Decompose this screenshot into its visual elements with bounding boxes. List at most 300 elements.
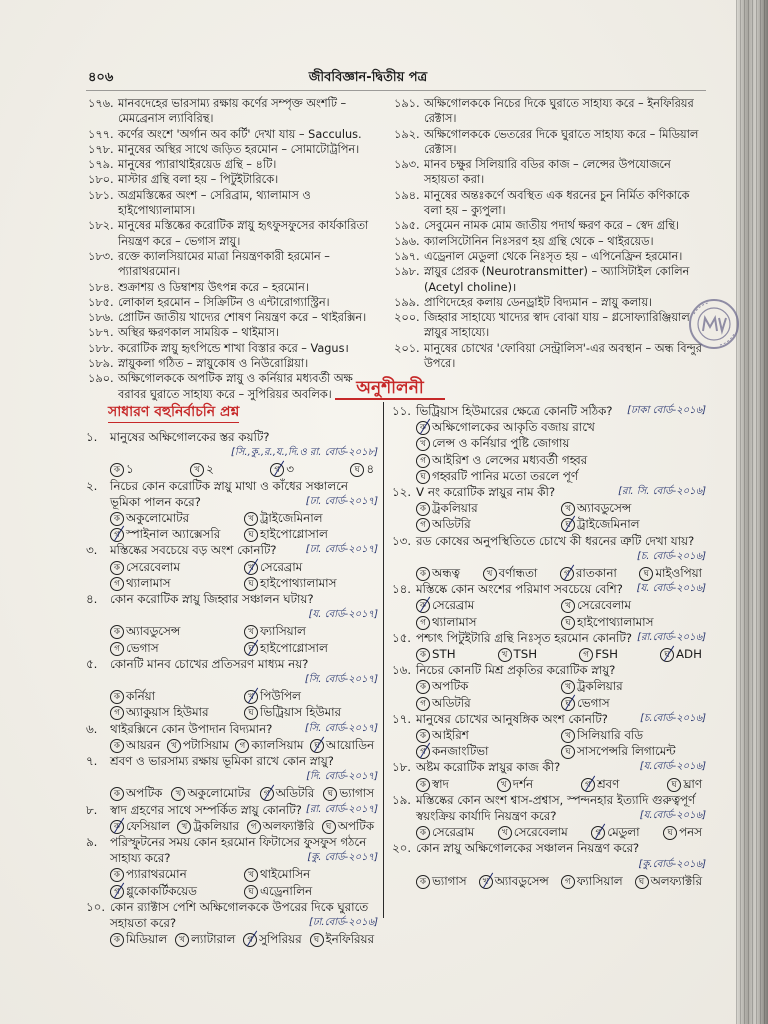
option-label: ক xyxy=(416,778,430,792)
option-list xyxy=(86,461,378,477)
fact-item xyxy=(88,188,380,219)
option-label: ঘ xyxy=(561,518,575,532)
question-body xyxy=(416,484,706,500)
answer-option xyxy=(560,565,617,581)
option-label: ক xyxy=(110,787,124,801)
option-text: কনজাংটিভা xyxy=(432,744,489,759)
option-list xyxy=(86,931,378,947)
option-text: ভেগাস xyxy=(126,640,159,655)
option-text: ল্যাটারাল xyxy=(191,932,236,947)
answer-option xyxy=(171,785,250,801)
option-label: ঘ xyxy=(244,885,258,899)
answer-option xyxy=(561,516,706,532)
question-body xyxy=(110,721,378,737)
option-label: ঘ xyxy=(310,739,324,753)
page-header xyxy=(88,68,700,88)
mcq-question xyxy=(86,834,378,899)
question-text: পশ্চাৎ পিটুইটারি গ্রন্থি নিঃসৃত হরমোন কোনটি? xyxy=(416,630,633,645)
mcq-question xyxy=(392,792,706,841)
question-body xyxy=(110,478,378,510)
answer-option xyxy=(561,743,706,759)
question-number: ১২. xyxy=(392,485,412,500)
fact-number: ২০০. xyxy=(394,311,420,325)
question-body xyxy=(416,711,706,727)
option-text: পিউপিল xyxy=(260,689,301,704)
option-text: ভ্যাগাস xyxy=(432,873,467,888)
answer-option xyxy=(416,516,561,532)
option-label: ক xyxy=(416,599,430,613)
fact-text: মাস্টার গ্রন্থি বলা হয় – পিটুইটারিকে। xyxy=(118,173,279,187)
option-label: খ xyxy=(483,567,497,581)
answer-option xyxy=(561,614,706,630)
option-label: ঘ xyxy=(244,706,258,720)
option-label: গ xyxy=(416,697,430,711)
option-list xyxy=(392,727,706,759)
answer-option xyxy=(591,824,639,840)
option-label: ঘ xyxy=(667,778,681,792)
fact-item xyxy=(394,264,706,295)
board-reference: [দি. বোর্ড-২০১৭] xyxy=(306,771,378,783)
question-body xyxy=(110,753,378,785)
answer-option xyxy=(416,678,561,694)
answer-option xyxy=(110,461,134,477)
option-text: হাইপোগ্লোসাল xyxy=(260,527,328,542)
fact-number: ২০১. xyxy=(394,341,420,355)
fact-text: মানুষের চোখের 'ফোবিয়া সেন্ট্রালিস'-এর অবস্থান – অন্ধ বিন্দুর উপরে। xyxy=(424,341,702,371)
answer-option xyxy=(416,727,561,743)
fact-number: ১৮২. xyxy=(88,219,114,233)
question-body xyxy=(416,630,706,646)
option-label: ক xyxy=(110,820,124,834)
option-list xyxy=(86,866,378,898)
fact-item xyxy=(88,280,380,295)
fact-text: লোকাল হরমোন – সিক্রিটিন ও এন্টারোগ্যাস্ট্রিন। xyxy=(118,295,330,309)
question-text: শ্রবণ ও ভারসাম্য রক্ষায় ভূমিকা রাখে কোন স্নায়ু? xyxy=(110,754,334,769)
option-text: গহ্বরটি পানির মতো তরলে পূর্ণ xyxy=(432,468,578,483)
option-list xyxy=(86,510,378,542)
option-text: স্বাদ xyxy=(432,776,449,791)
fact-number: ১৯২. xyxy=(394,127,420,141)
fact-text: প্রাণিদেহের কলায় ডেনড্রাইট বিদ্যমান – স্নায়ু কলায়। xyxy=(424,295,653,309)
option-text: গ্লুকোকর্টিকয়েড xyxy=(126,883,197,898)
option-label: খ xyxy=(244,512,258,526)
option-text: আয়রন xyxy=(126,737,161,752)
fact-item xyxy=(88,356,380,371)
answer-option xyxy=(110,785,162,801)
question-stem xyxy=(392,759,706,775)
mcq-question xyxy=(86,802,378,834)
option-text: অলফ্যাক্টরি xyxy=(650,873,702,888)
question-body xyxy=(110,656,378,688)
option-label: গ xyxy=(235,739,249,753)
option-text: পটাসিয়াম xyxy=(182,737,229,752)
option-list xyxy=(86,818,378,834)
option-label: গ xyxy=(260,787,274,801)
answer-option xyxy=(244,704,378,720)
board-reference: [য.বোর্ড-২০১৬] xyxy=(639,810,706,822)
fact-text: স্নায়ুর প্রেরক (Neurotransmitter) – অ্যাসিটাইল কোলিন (Acetyl choline)। xyxy=(424,265,690,294)
fact-item xyxy=(394,96,706,127)
board-reference: [সি. বোর্ড-২০১৭] xyxy=(304,674,378,686)
answer-option xyxy=(350,461,374,477)
mcq-question xyxy=(392,711,706,760)
answer-option xyxy=(667,776,702,792)
question-text: কোনটি মানব চোখের প্রতিসরণ মাধ্যম নয়? xyxy=(110,656,309,671)
option-text: বর্ণান্ধতা xyxy=(498,566,538,581)
fact-item xyxy=(88,142,380,157)
option-text: অ্যাবডুসেন্স xyxy=(494,873,549,888)
answer-option xyxy=(561,873,623,889)
answer-option xyxy=(579,646,618,662)
option-label: খ xyxy=(498,826,512,840)
option-text: ভেগাস xyxy=(577,695,610,710)
option-text: সাসপেন্সরি লিগামেন্ট xyxy=(577,744,676,759)
option-label: ক xyxy=(110,561,124,575)
option-label: গ xyxy=(110,642,124,656)
answer-option xyxy=(639,565,702,581)
option-text: হাইপোগ্লোসাল xyxy=(260,640,328,655)
option-text: ভিট্রিয়াস হিউমার xyxy=(260,705,342,720)
option-label: ক xyxy=(110,739,124,753)
fact-text: মানুষের মস্তিষ্কের করোটিক স্নায়ু হৃৎফুসফুসের কার্যকারিতা নিয়ন্ত্রণ করে – ভেগাস স্নায়ু। xyxy=(118,219,369,248)
fact-item xyxy=(394,188,706,219)
option-label: গ xyxy=(561,875,575,889)
answer-option xyxy=(479,873,549,889)
option-text: ট্রাইজেমিনাল xyxy=(260,511,323,526)
board-reference: [য.বোর্ড-২০১৬] xyxy=(639,761,706,773)
mcq-column-right xyxy=(392,403,706,921)
answer-option xyxy=(247,818,314,834)
question-number: ৮. xyxy=(86,802,98,817)
option-label: খ xyxy=(244,868,258,882)
fact-text: কর্ণের অংশে 'অর্গান অব কর্টি' দেখা যায় – Sacculus. xyxy=(118,127,362,141)
answer-option xyxy=(110,883,244,899)
option-label: ক xyxy=(416,648,430,662)
running-title: জীববিজ্ঞান-দ্বিতীয় পত্র xyxy=(308,70,428,85)
fact-item xyxy=(394,295,706,310)
question-text: মানুষের চোখের আনুষঙ্গিক অংশ কোনটি? xyxy=(416,711,608,726)
option-text: মেডুলা xyxy=(607,825,640,840)
question-text: ভিট্রিয়াস হিউমারের ক্ষেত্রে কোনটি সঠিক? xyxy=(416,404,613,418)
option-text: ইনফিরিয়র xyxy=(325,932,374,947)
fact-item xyxy=(88,310,380,325)
option-text: সেরেব্রাম xyxy=(260,559,303,574)
option-list xyxy=(392,597,706,629)
board-reference: [ঢা. বোর্ড-২০১৭] xyxy=(305,495,378,507)
option-label: ক xyxy=(416,680,430,694)
option-text: মাইওপিয়া xyxy=(655,566,702,581)
answer-option xyxy=(561,678,706,694)
fact-number: ১৯০. xyxy=(88,372,114,386)
question-stem xyxy=(392,533,706,565)
section-subheading: সাধারণ বহুনির্বাচনি প্রশ্ন xyxy=(108,403,239,423)
fact-number: ১৮৪. xyxy=(88,280,114,294)
question-number: ১৯. xyxy=(392,792,412,807)
question-number: ২. xyxy=(86,478,98,493)
question-text: রড কোষের অনুপস্থিতিতে চোখে কী ধরনের ত্রুটি দেখা যায়? xyxy=(416,533,695,548)
option-text: সুপিরিয়র xyxy=(259,932,302,947)
fact-text: শুক্রাশয় ও ডিম্বাশয় উৎপন্ন করে – হরমোন। xyxy=(118,280,309,294)
option-label: ঘ xyxy=(639,567,653,581)
answer-option xyxy=(110,575,244,591)
option-text: দর্শন xyxy=(512,776,533,791)
answer-option xyxy=(177,818,239,834)
mcq-question xyxy=(392,581,706,630)
fact-text: অগ্রমস্তিষ্কের অংশ – সেরিব্রাম, থ্যালামাস ও হাইপোথ্যালামাস। xyxy=(118,188,311,218)
fact-item xyxy=(88,249,380,280)
answer-option xyxy=(244,526,378,542)
mcq-column-left xyxy=(86,403,378,947)
option-label: ঘ xyxy=(660,648,674,662)
board-reference: [ঢা. বোর্ড-২০১৭] xyxy=(305,544,378,556)
option-text: সেরেবেলাম xyxy=(126,559,180,574)
question-number: ৬. xyxy=(86,721,98,736)
fact-text: অক্ষিগোলককে ভেতরের দিকে ঘুরাতে সাহায্য করে – মিডিয়াল রেক্টাস। xyxy=(424,127,699,156)
option-label: খ xyxy=(561,680,575,694)
option-label: ক xyxy=(110,933,124,947)
question-stem xyxy=(86,834,378,866)
option-label: গ xyxy=(110,885,124,899)
option-text: ADH xyxy=(675,647,702,662)
fact-number: ১৯৩. xyxy=(394,158,420,172)
question-stem xyxy=(86,478,378,510)
question-text: কোন করোটিক স্নায়ু জিহ্বার সঞ্চালন ঘটায়? xyxy=(110,592,314,607)
board-reference: [সি. বোর্ড-২০১৭] xyxy=(304,722,378,734)
answer-option xyxy=(310,737,374,753)
option-label: গ xyxy=(416,454,430,468)
option-label: ক xyxy=(110,690,124,704)
fact-number: ১৭৭. xyxy=(88,127,114,141)
question-number: ২০. xyxy=(392,841,412,856)
fact-text: জিহ্বার সাহায্যে খাদ্যের স্বাদ বোঝা যায় – গ্লসোফ্যারিঞ্জিয়াল স্নায়ুর সাহায্যে। xyxy=(424,311,690,340)
option-label: ঘ xyxy=(561,745,575,759)
question-body xyxy=(110,429,378,461)
board-reference: [ঢা.বোর্ড-২০১৬] xyxy=(308,917,378,929)
answer-option xyxy=(416,419,706,435)
question-text: থাইরক্সিনে কোন উপাদান বিদ্যমান? xyxy=(110,721,273,736)
board-reference: [ঢাকা বোর্ড-২০১৬] xyxy=(627,405,706,416)
option-text: সিলিয়ারি বডি xyxy=(577,728,643,743)
fact-text: অক্ষিগোলককে অপটিক স্নায়ু ও কর্নিয়ার মধ্যবর্তী অক্ষ বরাবর ঘুরাতে সাহায্য করে – সুপিরিয়র অবলিক। xyxy=(118,372,353,401)
option-label: গ xyxy=(416,616,430,630)
question-stem xyxy=(392,711,706,727)
option-label: ক xyxy=(110,512,124,526)
answer-option xyxy=(244,688,378,704)
answer-option xyxy=(244,559,378,575)
option-text: অলফ্যাক্টরি xyxy=(262,818,315,833)
option-label: গ xyxy=(591,826,605,840)
option-label: ক xyxy=(416,875,430,889)
option-label: ঘ xyxy=(244,642,258,656)
question-body xyxy=(110,802,378,818)
option-label: গ xyxy=(581,778,595,792)
answer-option xyxy=(110,510,244,526)
board-reference: [রা. বোর্ড-২০১৭] xyxy=(305,803,378,815)
page-number: ৪০৬ xyxy=(88,70,114,85)
option-label: খ xyxy=(244,561,258,575)
fact-item xyxy=(394,218,706,233)
fact-number: ১৮৬. xyxy=(88,311,114,325)
option-text: আইরিশ ও লেন্সের মধ্যবর্তী গহ্বর xyxy=(432,452,588,467)
fact-text: করোটিক স্নায়ু হৃৎপিন্ডে শাখা বিস্তার করে – Vagus। xyxy=(118,341,349,355)
option-list xyxy=(392,678,706,710)
question-text: অষ্টম করোটিক স্নায়ুর কাজ কী? xyxy=(416,760,561,775)
answer-option xyxy=(110,737,160,753)
question-text: V নং করোটিক স্নায়ুর নাম কী? xyxy=(416,485,556,500)
option-label: খ xyxy=(175,933,189,947)
option-label: গ xyxy=(560,567,574,581)
option-label: গ xyxy=(243,933,257,947)
question-number: ১৪. xyxy=(392,582,412,597)
option-list xyxy=(392,646,706,662)
mcq-question xyxy=(86,478,378,543)
option-text: ফ্যাসিয়াল xyxy=(576,873,623,888)
option-label: ক xyxy=(110,868,124,882)
question-number: ৭. xyxy=(86,754,98,769)
fact-number: ১৯১. xyxy=(394,97,420,110)
option-text: TSH xyxy=(513,647,538,662)
option-text: FSH xyxy=(595,647,618,662)
board-reference: [চ.বোর্ড-২০১৬] xyxy=(640,712,706,724)
answer-option xyxy=(498,824,568,840)
fact-item xyxy=(88,172,380,187)
answer-option xyxy=(561,597,706,613)
question-body xyxy=(110,834,378,866)
fact-number: ১৮৭. xyxy=(88,326,114,340)
question-text: পরিস্ফুটনের সময় কোন হরমোন ফিটাসের ফুসফুস গঠনে সাহায্য করে? xyxy=(110,835,367,866)
option-label: ঘ xyxy=(663,826,677,840)
option-label: ক xyxy=(110,463,124,477)
option-label: ক xyxy=(416,729,430,743)
option-text: ৪ xyxy=(366,462,374,477)
option-text: কর্নিয়া xyxy=(126,689,156,704)
option-list xyxy=(86,559,378,591)
answer-option xyxy=(416,565,460,581)
option-text: ভ্যাগাস xyxy=(339,786,374,801)
answer-option xyxy=(483,565,538,581)
option-text: অপটিক xyxy=(337,818,374,833)
option-text: থ্যালামাস xyxy=(432,614,477,629)
option-label: ঘ xyxy=(416,470,430,484)
answer-option xyxy=(167,737,229,753)
question-number: ৩. xyxy=(86,543,98,558)
option-text: অকুলোমোটর xyxy=(126,511,190,526)
option-text: রাতকানা xyxy=(575,566,617,581)
question-stem xyxy=(86,721,378,737)
option-text: অডিটরি xyxy=(432,517,471,532)
option-label: খ xyxy=(244,690,258,704)
option-list xyxy=(392,776,706,792)
exercise-heading: অনুশীলনী xyxy=(335,378,445,400)
answer-option xyxy=(416,695,561,711)
question-number: ১৮. xyxy=(392,760,412,775)
question-number: ৪. xyxy=(86,592,98,607)
fact-column-left xyxy=(88,96,380,401)
option-label: ক xyxy=(416,567,430,581)
option-label: গ xyxy=(579,648,593,662)
answer-option xyxy=(416,597,561,613)
mcq-question xyxy=(86,542,378,591)
answer-option xyxy=(110,704,244,720)
board-reference: [কু. বোর্ড-২০১৭] xyxy=(307,852,378,864)
question-body xyxy=(110,591,378,623)
option-label: গ xyxy=(110,528,124,542)
question-stem xyxy=(392,840,706,872)
fact-item xyxy=(88,341,380,356)
option-text: অন্ধত্ব xyxy=(432,566,460,581)
question-stem xyxy=(86,656,378,688)
answer-option xyxy=(244,575,378,591)
question-number: ১৫. xyxy=(392,630,412,645)
mcq-question xyxy=(86,591,378,656)
fact-text: সেবুমেন নামক মোম জাতীয় পদার্থ ক্ষরণ করে – স্বেদ গ্রন্থি। xyxy=(424,219,680,233)
question-body xyxy=(110,542,378,558)
option-text: আয়োডিন xyxy=(326,737,374,752)
answer-option xyxy=(243,931,301,947)
board-reference: [য. বোর্ড-২০১৭] xyxy=(308,609,378,621)
question-text: মস্তিষ্কে কোন অংশের পরিমাণ সবচেয়ে বেশি? xyxy=(416,582,623,597)
option-text: সেরেবেলাম xyxy=(577,598,631,613)
option-text: থ্যালামাস xyxy=(126,575,171,590)
question-body xyxy=(416,533,706,565)
answer-option xyxy=(663,824,702,840)
option-text: পনস xyxy=(679,825,702,840)
fact-item xyxy=(88,218,380,249)
fact-number: ১৯৯. xyxy=(394,295,420,309)
fact-text: মানব চক্ষুর সিলিয়ারি বডির কাজ – লেন্সের উপযোজনে সহায়তা করা। xyxy=(424,158,671,187)
page-edge-shadow xyxy=(736,0,768,1024)
question-stem xyxy=(392,662,706,678)
answer-option xyxy=(310,931,374,947)
answer-option xyxy=(660,646,702,662)
question-number: ১১. xyxy=(392,404,412,418)
option-text: অ্যাবডুসেন্স xyxy=(126,624,181,639)
answer-option xyxy=(110,931,167,947)
option-text: সেরেব্রাম xyxy=(432,598,475,613)
fact-item xyxy=(88,325,380,340)
fact-text: অস্থির ক্ষরণকাল সাময়িক – থাইমাস। xyxy=(118,326,279,340)
option-text: প্যারাথরমোন xyxy=(126,867,187,882)
mcq-question xyxy=(392,533,706,582)
answer-option xyxy=(110,559,244,575)
mcq-question xyxy=(392,630,706,662)
mcq-question xyxy=(86,721,378,753)
option-label: খ xyxy=(561,729,575,743)
option-label: খ xyxy=(190,463,204,477)
answer-option xyxy=(244,883,378,899)
option-text: অডিটরি xyxy=(432,695,471,710)
option-label: ঘ xyxy=(244,528,258,542)
answer-option xyxy=(416,776,449,792)
mcq-question xyxy=(392,403,706,484)
fact-item xyxy=(394,157,706,188)
option-label: ঘ xyxy=(323,787,337,801)
option-label: ক xyxy=(416,421,430,435)
option-text: থাইমোসিন xyxy=(260,867,311,882)
question-text: স্বাদ গ্রহণের সাথে সম্পর্কিত স্নায়ু কোনটি? xyxy=(110,802,302,817)
fact-number: ১৮০. xyxy=(88,173,114,187)
fact-number: ১৯৫. xyxy=(394,219,420,233)
answer-option xyxy=(244,640,378,656)
option-label: খ xyxy=(561,502,575,516)
option-list xyxy=(86,785,378,801)
answer-option xyxy=(235,737,303,753)
question-text: মস্তিষ্কের কোন অংশ শ্বাস-প্রশ্বাস, স্পন্দনহার ইত্যাদি গুরুত্বপূর্ণ স্বয়ংক্রিয় কার্যাদি নিয়ন্ত্রণ করে? xyxy=(416,792,696,824)
option-label: গ xyxy=(110,706,124,720)
answer-option xyxy=(416,646,456,662)
option-label: ক xyxy=(416,502,430,516)
option-label: খ xyxy=(167,739,181,753)
